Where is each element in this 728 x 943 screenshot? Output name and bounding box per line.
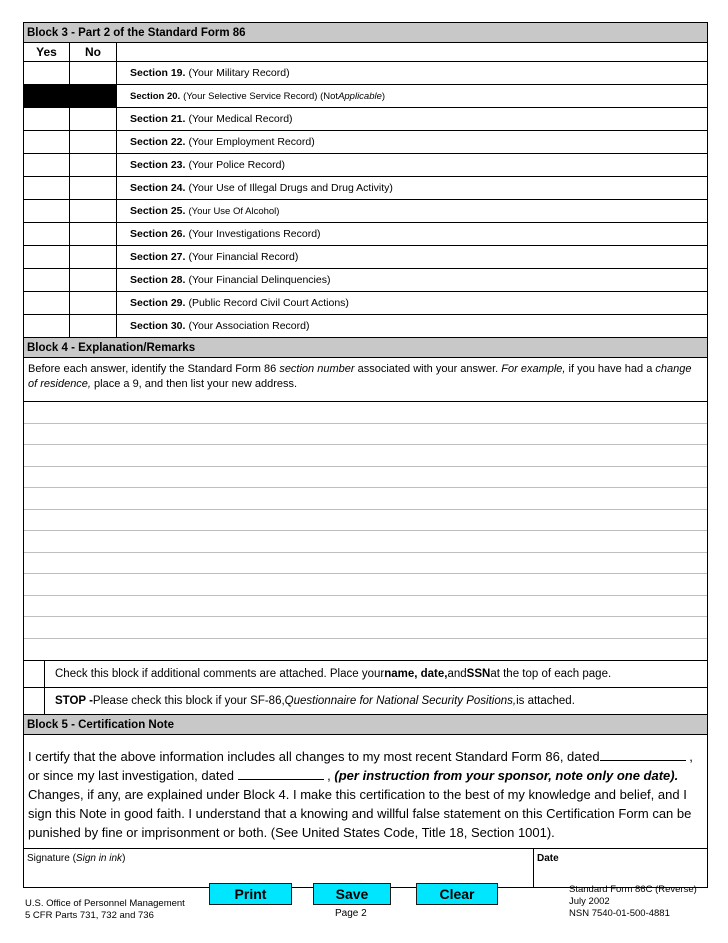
section-30-label: Section 30. (Your Association Record) [130,320,310,332]
sf86-attached-label: STOP - Please check this block if your SF-86, Questionnaire for National Security Positions, is attached. [55,695,575,707]
section-27-yes-box[interactable] [24,246,70,268]
additional-comments-row [24,661,707,688]
additional-comments-label: Check this block if additional comments are attached. Place your name, date, and SSN at the top of each page. [55,668,612,680]
section-30-row [24,315,707,338]
remarks-line[interactable] [24,445,707,467]
section-28-yes-box[interactable] [24,269,70,291]
section-25-row [24,200,707,223]
remarks-line[interactable] [24,467,707,489]
section-26-yes-box[interactable] [24,223,70,245]
sf86-date-field[interactable] [600,749,686,761]
block5-header: Block 5 - Certification Note [24,715,707,735]
block4-header: Block 4 - Explanation/Remarks [24,338,707,358]
section-21-label: Section 21. (Your Medical Record) [130,113,293,125]
section-25-yes-box[interactable] [24,200,70,222]
section-24-label: Section 24. (Your Use of Illegal Drugs and Drug Activity) [130,182,393,194]
sf86-attached-row [24,688,707,715]
page-number: Page 2 [335,908,367,919]
section-20-no-box [70,85,117,107]
section-20-yes-box [24,85,70,107]
section-26-label: Section 26. (Your Investigations Record) [130,228,321,240]
section-24-row [24,177,707,200]
section-20-row [24,85,707,108]
section-22-row [24,131,707,154]
section-26-no-box[interactable] [70,223,117,245]
section-26-row [24,223,707,246]
remarks-area[interactable] [24,402,707,661]
section-24-no-box[interactable] [70,177,117,199]
block3-header: Block 3 - Part 2 of the Standard Form 86 [24,23,707,43]
section-23-no-box[interactable] [70,154,117,176]
investigation-date-field[interactable] [238,768,324,780]
section-28-no-box[interactable] [70,269,117,291]
section-29-label: Section 29. (Public Record Civil Court Actions) [130,297,349,309]
remarks-line[interactable] [24,424,707,446]
section-30-yes-box[interactable] [24,315,70,337]
section-25-label: Section 25. (Your Use Of Alcohol) [130,205,280,217]
remarks-line[interactable] [24,553,707,575]
section-27-no-box[interactable] [70,246,117,268]
date-field[interactable]: Date [537,853,559,864]
signature-field[interactable]: Signature (Sign in ink) [24,849,534,887]
remarks-line[interactable] [24,531,707,553]
section-21-yes-box[interactable] [24,108,70,130]
section-23-label: Section 23. (Your Police Record) [130,159,285,171]
yes-column-header: Yes [24,43,70,61]
section-19-yes-box[interactable] [24,62,70,84]
section-19-label: Section 19. (Your Military Record) [130,67,290,79]
section-21-no-box[interactable] [70,108,117,130]
section-30-no-box[interactable] [70,315,117,337]
additional-comments-checkbox[interactable] [24,661,45,687]
section-20-label: Section 20. (Your Selective Service Record) (Not Applicable ) [130,90,386,102]
section-24-yes-box[interactable] [24,177,70,199]
section-27-row [24,246,707,269]
footer-form-info: Standard Form 86C (Reverse) July 2002 NSN 7540-01-500-4881 [569,884,697,919]
remarks-line[interactable] [24,639,707,661]
footer [23,882,708,932]
form-body [23,22,708,888]
remarks-line[interactable] [24,574,707,596]
certification-text: I certify that the above information includes all changes to my most recent Standard Form 86, dated , or since my last investigation, dated , (per instruction from your sponsor, note only one date). Changes, if any, are explained under Block 4. I make this certification to the best of my knowledge and belief, and I sign this Note in good faith. I understand that a knowing and willful false statement on this Certification Form can be punished by fine or imprisonment or both. (See United States Code, Title 18, Section 1001). [28,749,693,840]
yes-no-header-row [24,43,707,62]
section-19-row [24,62,707,85]
footer-agency: U.S. Office of Personnel Management 5 CFR Parts 731, 732 and 736 [25,898,185,921]
section-29-yes-box[interactable] [24,292,70,314]
no-column-header: No [70,43,117,61]
print-button[interactable]: Print [209,883,292,905]
section-22-label: Section 22. (Your Employment Record) [130,136,315,148]
section-28-label: Section 28. (Your Financial Delinquencies) [130,274,331,286]
section-21-row [24,108,707,131]
remarks-line[interactable] [24,510,707,532]
section-23-yes-box[interactable] [24,154,70,176]
sf86-attached-checkbox[interactable] [24,688,45,714]
section-22-yes-box[interactable] [24,131,70,153]
save-button[interactable]: Save [313,883,391,905]
clear-button[interactable]: Clear [416,883,498,905]
block4-instructions: Before each answer, identify the Standard Form 86 section number associated with your answer. For example, if you have had a change of residence, place a 9, and then list your new address. [24,358,707,402]
section-29-row [24,292,707,315]
section-22-no-box[interactable] [70,131,117,153]
section-28-row [24,269,707,292]
section-29-no-box[interactable] [70,292,117,314]
remarks-line[interactable] [24,402,707,424]
section-19-no-box[interactable] [70,62,117,84]
remarks-line[interactable] [24,488,707,510]
section-23-row [24,154,707,177]
section-27-label: Section 27. (Your Financial Record) [130,251,299,263]
section-25-no-box[interactable] [70,200,117,222]
remarks-line[interactable] [24,596,707,618]
remarks-line[interactable] [24,617,707,639]
